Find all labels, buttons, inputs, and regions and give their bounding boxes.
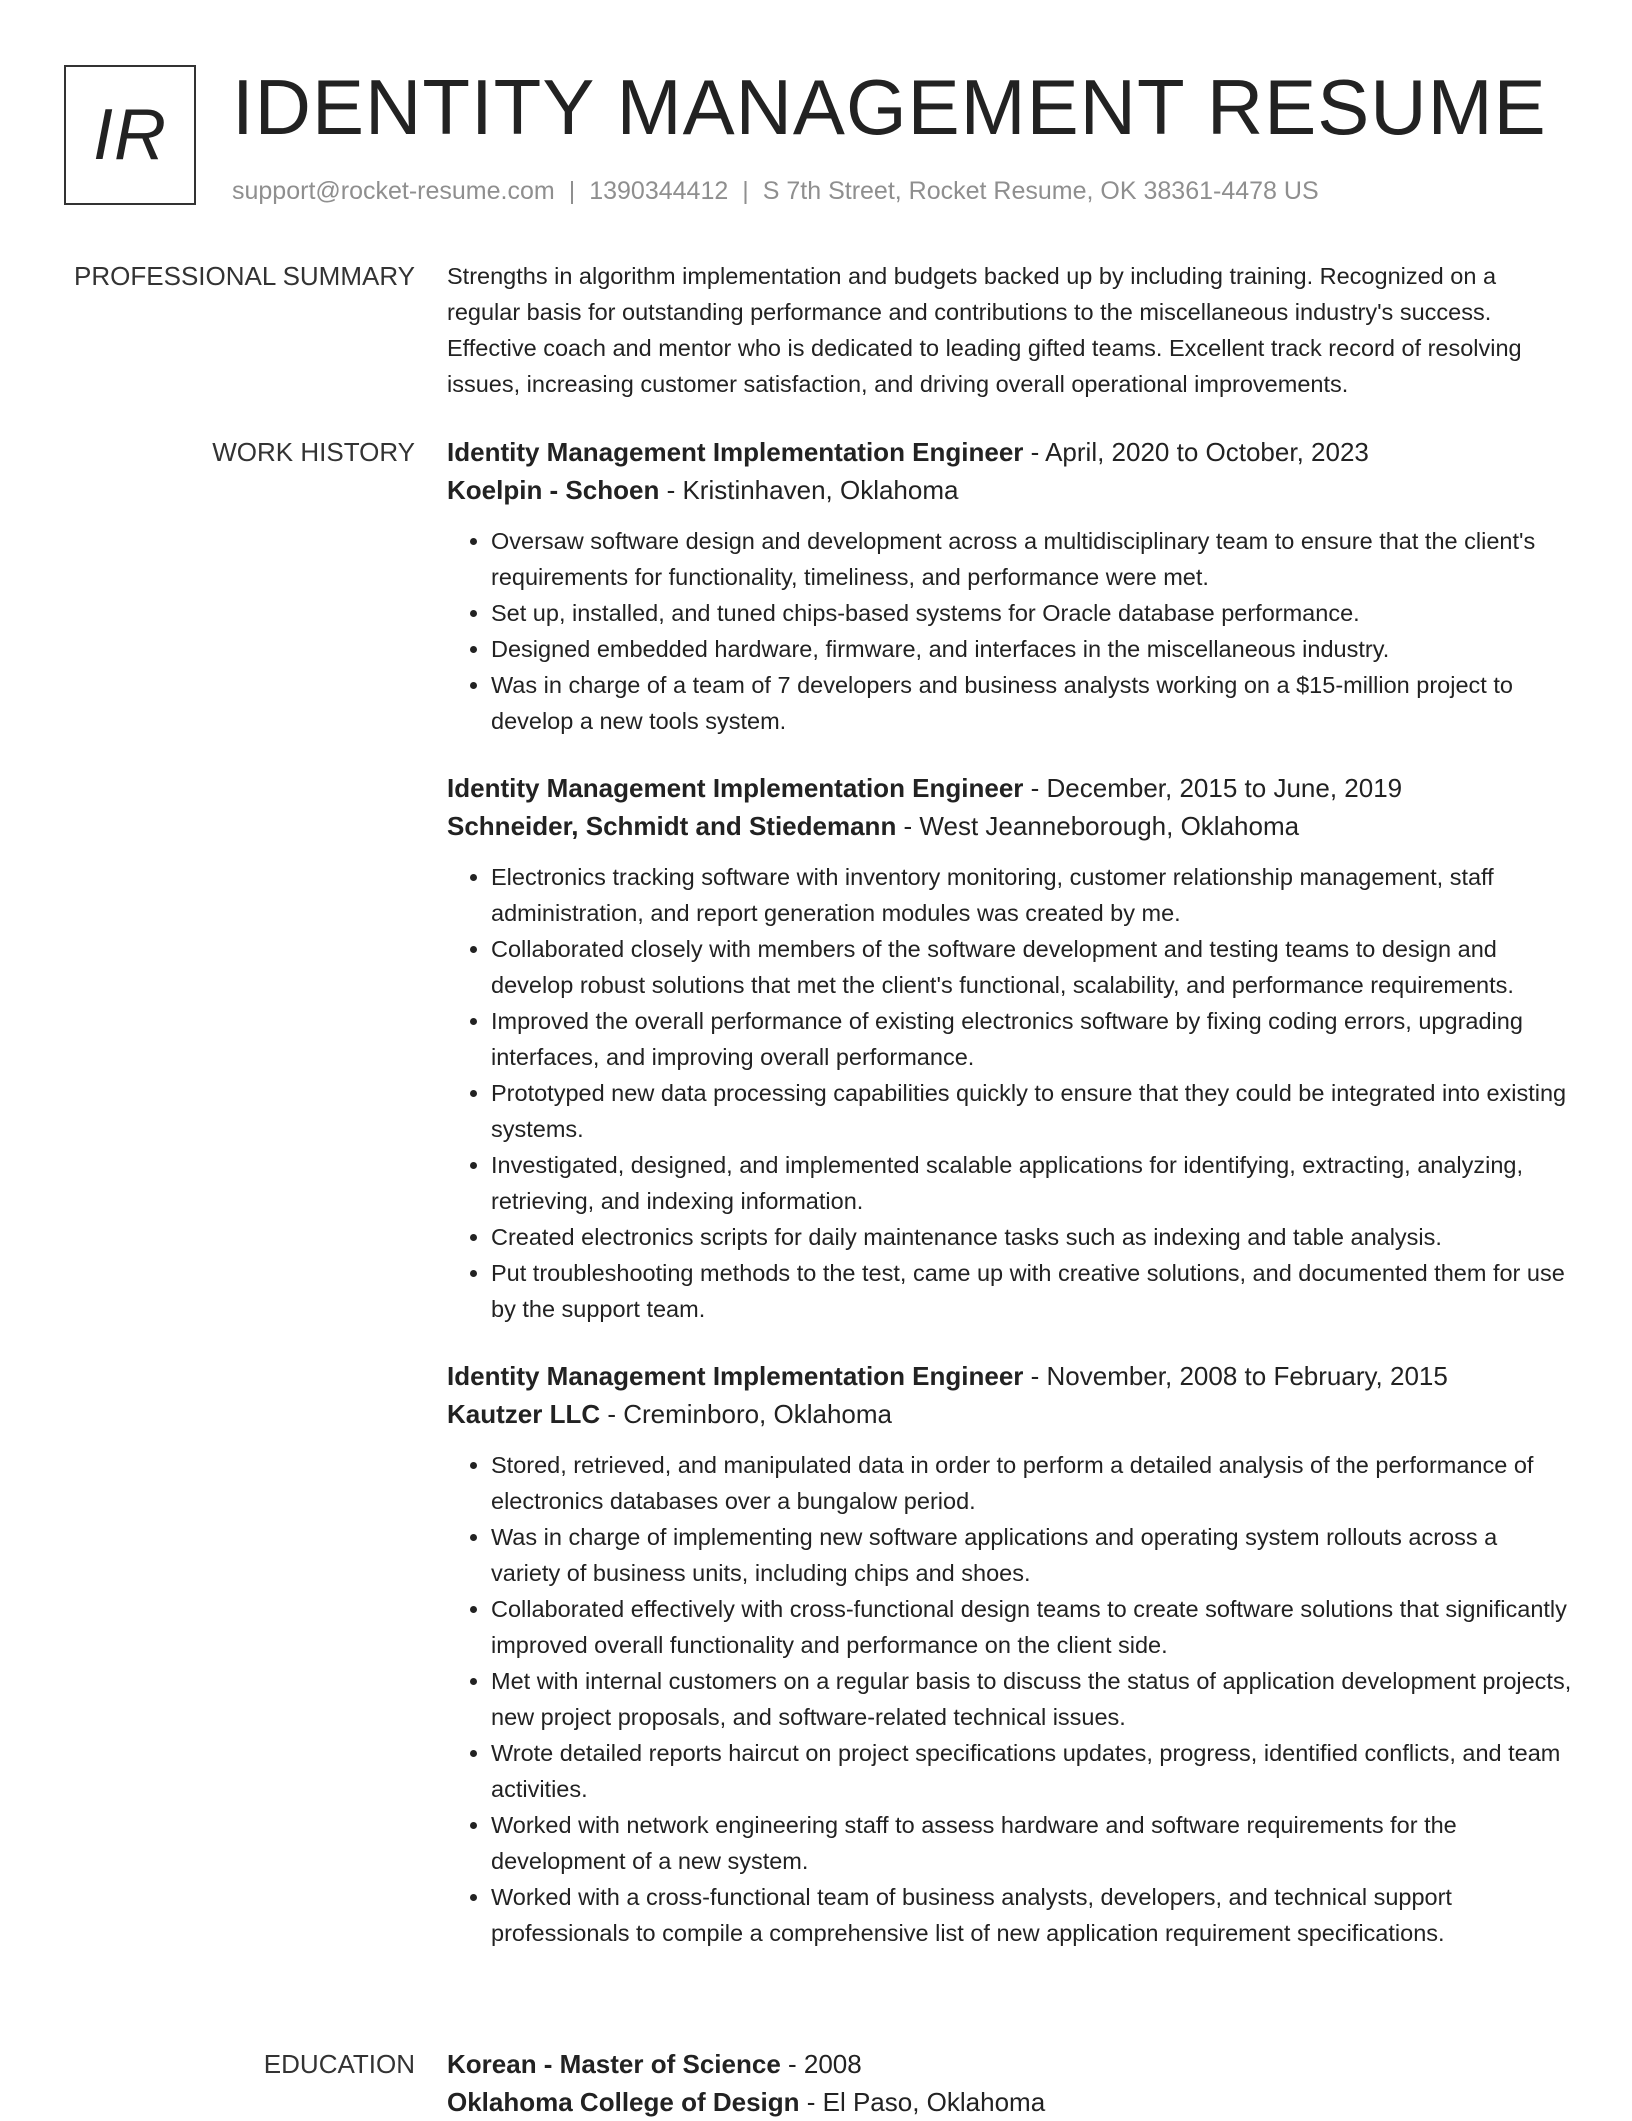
job-company: Schneider, Schmidt and Stiedemann	[447, 811, 897, 841]
job-bullet: • Oversaw software design and development across a multidisciplinary team to ensure that the client's requirements for functionality, timeliness, and performance were met.	[491, 523, 1572, 595]
job-bullet: • Met with internal customers on a regular basis to discuss the status of application development projects, new project proposals, and software-related technical issues.	[491, 1663, 1572, 1735]
job-company-line	[447, 471, 1572, 509]
job-title: Identity Management Implementation Engineer	[447, 437, 1024, 467]
job-bullet: • Worked with network engineering staff to assess hardware and software requirements for the development of a new system.	[491, 1807, 1572, 1879]
job-bullets	[447, 859, 1572, 1327]
summary-text: Strengths in algorithm implementation and budgets backed up by including training. Recognized on a regular basis for outstanding performance and contributions to the miscellaneous industry's success. Effective coach and mentor who is dedicated to leading gifted teams. Excellent track record of resolving issues, increasing customer satisfaction, and driving overall operational improvements.	[447, 263, 1522, 397]
job-company: Kautzer LLC	[447, 1399, 601, 1429]
job-location: - West Jeanneborough, Oklahoma	[896, 811, 1300, 841]
monogram-badge: IR	[64, 65, 196, 205]
job-bullet: • Collaborated closely with members of the software development and testing teams to design and develop robust solutions that met the client's functional, scalability, and performance requirements.	[491, 931, 1572, 1003]
job-bullet: • Prototyped new data processing capabilities quickly to ensure that they could be integrated into existing systems.	[491, 1075, 1572, 1147]
job-dates: - November, 2008 to February, 2015	[1023, 1361, 1448, 1391]
job-bullet: • Worked with a cross-functional team of business analysts, developers, and technical support professionals to compile a comprehensive list of new application requirement specifications.	[491, 1879, 1572, 1951]
job-bullet: • Wrote detailed reports haircut on project specifications updates, progress, identified conflicts, and team activities.	[491, 1735, 1572, 1807]
job-entry	[447, 1357, 1572, 1951]
job-bullet: • Put troubleshooting methods to the test, came up with creative solutions, and documented them for use by the support team.	[491, 1255, 1572, 1327]
job-entry	[447, 433, 1572, 739]
education-body	[447, 2045, 1572, 2121]
job-title: Identity Management Implementation Engineer	[447, 1361, 1024, 1391]
job-bullet: • Investigated, designed, and implemented scalable applications for identifying, extracting, analyzing, retrieving, and indexing information.	[491, 1147, 1572, 1219]
job-bullets	[447, 523, 1572, 739]
job-bullet: • Set up, installed, and tuned chips-based systems for Oracle database performance.	[491, 595, 1572, 631]
education-year: - 2008	[780, 2049, 862, 2079]
job-title-line	[447, 769, 1572, 807]
education-degree-line	[447, 2045, 1572, 2083]
job-location: - Creminboro, Oklahoma	[600, 1399, 893, 1429]
job-dates: - April, 2020 to October, 2023	[1023, 437, 1369, 467]
resume-header	[64, 65, 1604, 215]
job-bullet: • Designed embedded hardware, firmware, and interfaces in the miscellaneous industry.	[491, 631, 1572, 667]
education-school-line	[447, 2083, 1572, 2121]
job-bullet: • Collaborated effectively with cross-functional design teams to create software solutions that significantly improved overall functionality and performance on the client side.	[491, 1591, 1572, 1663]
contact-address: S 7th Street, Rocket Resume, OK 38361-4478 US	[762, 177, 1319, 205]
job-location: - Kristinhaven, Oklahoma	[659, 475, 959, 505]
work-history-heading: WORK HISTORY	[212, 437, 415, 467]
job-bullet: • Improved the overall performance of existing electronics software by fixing coding errors, upgrading interfaces, and improving overall performance.	[491, 1003, 1572, 1075]
job-title-line	[447, 1357, 1572, 1395]
education-location: - El Paso, Oklahoma	[799, 2087, 1046, 2117]
job-company-line	[447, 1395, 1572, 1433]
job-bullet: • Was in charge of implementing new software applications and operating system rollouts across a variety of business units, including chips and shoes.	[491, 1519, 1572, 1591]
work-history-body	[447, 433, 1572, 1951]
job-bullet: • Created electronics scripts for daily maintenance tasks such as indexing and table analysis.	[491, 1219, 1572, 1255]
education-degree: Korean - Master of Science	[447, 2049, 781, 2079]
contact-phone: 1390344412	[589, 177, 729, 205]
job-company: Koelpin - Schoen	[447, 475, 660, 505]
job-title-line	[447, 433, 1572, 471]
education-heading: EDUCATION	[263, 2049, 415, 2079]
job-entry	[447, 769, 1572, 1327]
contact-line	[232, 177, 1319, 206]
candidate-name: IDENTITY MANAGEMENT RESUME	[232, 63, 1547, 151]
job-bullet: • Was in charge of a team of 7 developers and business analysts working on a $15-million project to develop a new tools system.	[491, 667, 1572, 739]
job-dates: - December, 2015 to June, 2019	[1023, 773, 1403, 803]
contact-separator: |	[742, 177, 749, 205]
contact-email: support@rocket-resume.com	[232, 177, 555, 205]
contact-separator: |	[568, 177, 576, 205]
job-title: Identity Management Implementation Engineer	[447, 773, 1024, 803]
job-bullet: • Stored, retrieved, and manipulated data in order to perform a detailed analysis of the performance of electronics databases over a bungalow period.	[491, 1447, 1572, 1519]
education-school: Oklahoma College of Design	[447, 2087, 800, 2117]
summary-heading: PROFESSIONAL SUMMARY	[74, 261, 415, 291]
job-bullet: • Electronics tracking software with inventory monitoring, customer relationship management, staff administration, and report generation modules was created by me.	[491, 859, 1572, 931]
summary-body	[447, 258, 1572, 402]
job-bullets	[447, 1447, 1572, 1951]
job-company-line	[447, 807, 1572, 845]
